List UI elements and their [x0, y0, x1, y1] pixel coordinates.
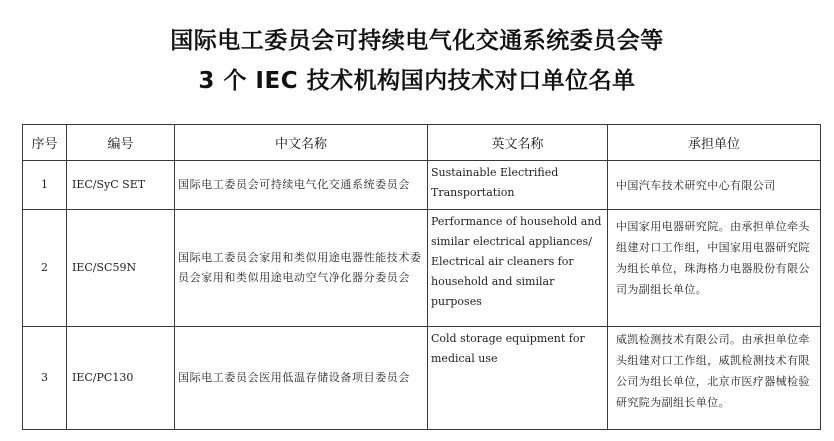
row-chinese-name: 国际电工委员会家用和类似用途电器性能技术委员会家用和类似用途电动空气净化器分委员会 [175, 210, 428, 327]
row-chinese-name: 国际电工委员会可持续电气化交通系统委员会 [175, 161, 428, 210]
row-responsible-unit: 中国汽车技术研究中心有限公司 [608, 161, 821, 210]
header-responsible-unit: 承担单位 [608, 125, 821, 161]
row-english-name: Sustainable Electrified Transportation [428, 161, 608, 210]
document-title-line2: 3 个 IEC 技术机构国内技术对口单位名单 [198, 68, 636, 94]
header-code: 编号 [67, 125, 175, 161]
row-english-name: Cold storage equipment for medical use [428, 327, 608, 430]
row-code: IEC/PC130 [67, 327, 175, 430]
table-row [23, 161, 821, 210]
header-english-name: 英文名称 [428, 125, 608, 161]
row-english-name: Performance of household and similar electrical appliances/ Electrical air cleaners for household and similar purposes [428, 210, 608, 327]
row-index: 1 [23, 161, 67, 210]
row-responsible-unit: 中国家用电器研究院。由承担单位牵头组建对口工作组，中国家用电器研究院为组长单位，珠海格力电器股份有限公司为副组长单位。 [608, 210, 821, 327]
row-index: 3 [23, 327, 67, 430]
counterpart-units-table [22, 124, 821, 430]
row-code: IEC/SC59N [67, 210, 175, 327]
row-index: 2 [23, 210, 67, 327]
row-code: IEC/SyC SET [67, 161, 175, 210]
row-chinese-name: 国际电工委员会医用低温存储设备项目委员会 [175, 327, 428, 430]
header-index: 序号 [23, 125, 67, 161]
table-row [23, 210, 821, 327]
table-header-row [23, 125, 821, 161]
row-responsible-unit: 威凯检测技术有限公司。由承担单位牵头组建对口工作组，威凯检测技术有限公司为组长单位，北京市医疗器械检验研究院为副组长单位。 [608, 327, 821, 430]
document-title-line1: 国际电工委员会可持续电气化交通系统委员会等 [170, 28, 664, 54]
header-chinese-name: 中文名称 [175, 125, 428, 161]
table-row [23, 327, 821, 430]
